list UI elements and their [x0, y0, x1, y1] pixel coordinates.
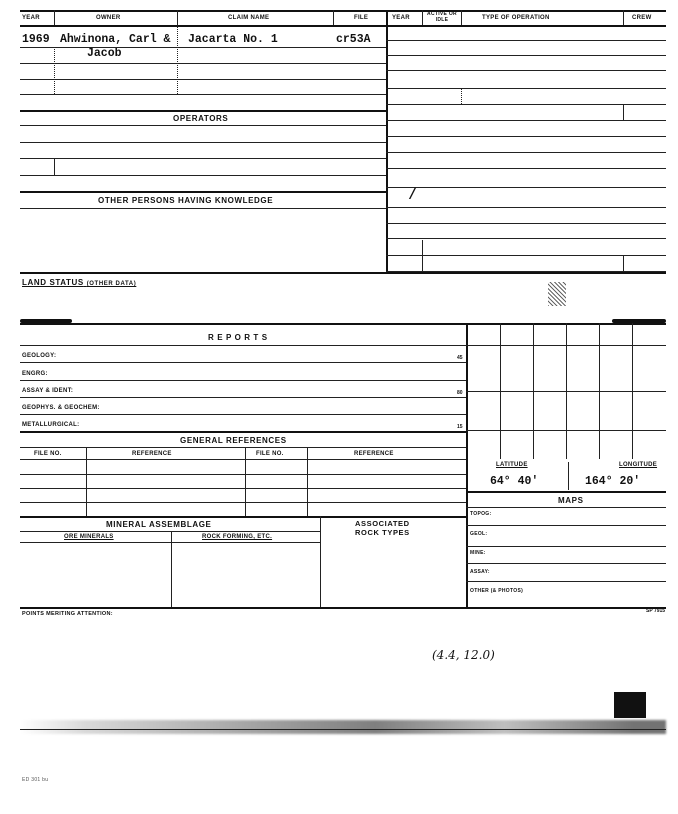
report-geology-label: GEOLOGY: — [22, 353, 57, 359]
rule — [623, 255, 624, 271]
entry-file: cr53A — [336, 33, 371, 46]
mineral-rule — [20, 531, 320, 532]
operators-rule — [20, 175, 386, 176]
log-row-rule — [386, 104, 666, 105]
land-status-label: LAND STATUS — [22, 278, 84, 287]
other-persons-heading: OTHER PERSONS HAVING KNOWLEDGE — [98, 196, 274, 205]
report-metallurgical-num: 15 — [457, 424, 463, 430]
rule — [422, 10, 423, 25]
plat-grid-line — [466, 430, 666, 431]
top-border — [20, 10, 666, 12]
year2-header: YEAR — [392, 15, 410, 21]
maps-other-label: OTHER (& PHOTOS) — [470, 588, 524, 594]
gen-ref-reference-2-header: REFERENCE — [354, 451, 394, 457]
rule — [422, 240, 423, 271]
right-column-divider — [466, 323, 468, 607]
reports-bottom-border — [20, 431, 466, 433]
file-header: FILE — [354, 15, 369, 21]
stamp-mark — [548, 282, 566, 306]
land-status-heading — [22, 278, 136, 287]
right-panel-divider — [386, 10, 388, 272]
footer-mark: ED 301 bu — [22, 777, 49, 783]
rule — [54, 10, 55, 25]
reports-rule — [20, 345, 466, 346]
reports-rule — [20, 414, 466, 415]
rule — [86, 447, 87, 516]
black-registration-block — [614, 692, 646, 718]
log-row-rule — [386, 40, 666, 41]
entry-claim-name: Jacarta No. 1 — [188, 33, 278, 46]
gen-ref-reference-header: REFERENCE — [132, 451, 172, 457]
claim-name-header: CLAIM NAME — [228, 15, 270, 21]
report-engrg-label: ENGRG: — [22, 371, 48, 377]
log-row-rule — [386, 55, 666, 56]
operators-rule — [20, 142, 386, 143]
report-assay-num: 80 — [457, 390, 463, 396]
rock-forming-header: ROCK FORMING, ETC. — [202, 534, 273, 540]
maps-rule — [466, 563, 666, 564]
plat-grid-line — [466, 391, 666, 392]
rule — [54, 158, 55, 175]
maps-assay-label: ASSAY: — [470, 569, 490, 575]
operators-rule — [20, 125, 386, 126]
reports-rule — [20, 362, 466, 363]
rule — [333, 10, 334, 25]
ore-minerals-header: ORE MINERALS — [64, 534, 114, 540]
land-status-note: (OTHER DATA) — [86, 281, 137, 287]
entry-year: 1969 — [22, 33, 50, 46]
scan-line — [20, 729, 666, 730]
reports-rule — [20, 397, 466, 398]
report-metallurgical-label: METALLURGICAL: — [22, 422, 80, 428]
maps-topog-label: TOPOG: — [470, 511, 492, 517]
report-assay-label: ASSAY & IDENT: — [22, 388, 74, 394]
mineral-top-border — [20, 516, 466, 518]
associated-heading-1: ASSOCIATED — [355, 519, 410, 528]
log-row-rule — [386, 70, 666, 71]
log-row-rule — [386, 255, 666, 256]
owner-row-rule — [20, 79, 386, 80]
form-bottom-border — [20, 607, 666, 609]
rule — [623, 10, 624, 25]
owner-row-rule — [20, 47, 386, 48]
type-of-operation-header: TYPE OF OPERATION — [482, 15, 550, 21]
general-references-heading: GENERAL REFERENCES — [180, 436, 287, 445]
handwritten-coordinates: (4.4, 12.0) — [432, 648, 495, 662]
reports-heading: R E P O R T S — [208, 333, 268, 342]
mineral-assemblage-heading: MINERAL ASSEMBLAGE — [106, 520, 212, 529]
scan-noise-band — [20, 720, 666, 734]
owner-row-rule — [20, 94, 386, 95]
log-row-rule — [386, 120, 666, 121]
operators-top-border — [20, 110, 386, 112]
rule — [461, 88, 462, 104]
rule — [177, 10, 178, 25]
log-row-rule — [386, 136, 666, 137]
entry-owner-line1: Ahwinona, Carl & — [60, 33, 171, 46]
rule — [461, 10, 462, 25]
latitude-value: 64° 40' — [490, 475, 539, 488]
other-persons-rule — [20, 208, 386, 209]
log-row-rule — [386, 168, 666, 169]
owner-row-rule — [20, 63, 386, 64]
rule — [320, 516, 321, 607]
tick-mark: / — [410, 186, 416, 202]
report-geophys-label: GEOPHYS. & GEOCHEM: — [22, 405, 100, 411]
rule — [177, 25, 178, 94]
rule — [54, 47, 55, 94]
log-row-rule — [386, 152, 666, 153]
longitude-label: LONGITUDE — [619, 462, 658, 468]
gen-ref-file-no-2-header: FILE NO. — [256, 451, 284, 457]
land-status-top-border — [20, 272, 666, 274]
log-row-rule — [386, 88, 666, 89]
rule — [307, 447, 308, 516]
maps-mine-label: MINE: — [470, 550, 486, 556]
log-row-rule — [386, 223, 666, 224]
associated-heading-2: ROCK TYPES — [355, 528, 410, 537]
rule — [245, 447, 246, 516]
maps-rule — [466, 525, 666, 526]
latitude-label: LATITUDE — [496, 462, 528, 468]
form-code: SP 7915 — [646, 608, 666, 614]
rule — [171, 531, 172, 607]
maps-rule — [466, 581, 666, 582]
maps-heading: MAPS — [558, 496, 584, 505]
entry-owner-line2: Jacob — [87, 47, 122, 60]
maps-rule — [466, 507, 666, 508]
log-row-rule — [386, 238, 666, 239]
reports-rule — [20, 380, 466, 381]
rule — [568, 462, 569, 490]
gen-ref-file-no-header: FILE NO. — [34, 451, 62, 457]
log-row-rule — [386, 207, 666, 208]
report-geology-num: 45 — [457, 355, 463, 361]
operators-heading: OPERATORS — [173, 114, 229, 123]
maps-rule — [466, 546, 666, 547]
year-header: YEAR — [22, 15, 40, 21]
points-meriting-label: POINTS MERITING ATTENTION: — [22, 611, 113, 617]
reports-top-border — [20, 323, 666, 325]
longitude-value: 164° 20' — [585, 475, 641, 488]
header-bottom-border — [20, 25, 666, 27]
maps-top-border — [466, 491, 666, 493]
mineral-rule — [20, 542, 320, 543]
plat-grid-line — [466, 345, 666, 346]
active-idle-header: ACTIVE OR IDLE — [427, 11, 457, 23]
crew-header: CREW — [632, 15, 652, 21]
log-row-rule — [386, 187, 666, 188]
rule — [623, 104, 624, 120]
owner-header: OWNER — [96, 15, 121, 21]
other-persons-top-border — [20, 191, 386, 193]
maps-geol-label: GEOL: — [470, 531, 488, 537]
operators-rule — [20, 158, 386, 159]
